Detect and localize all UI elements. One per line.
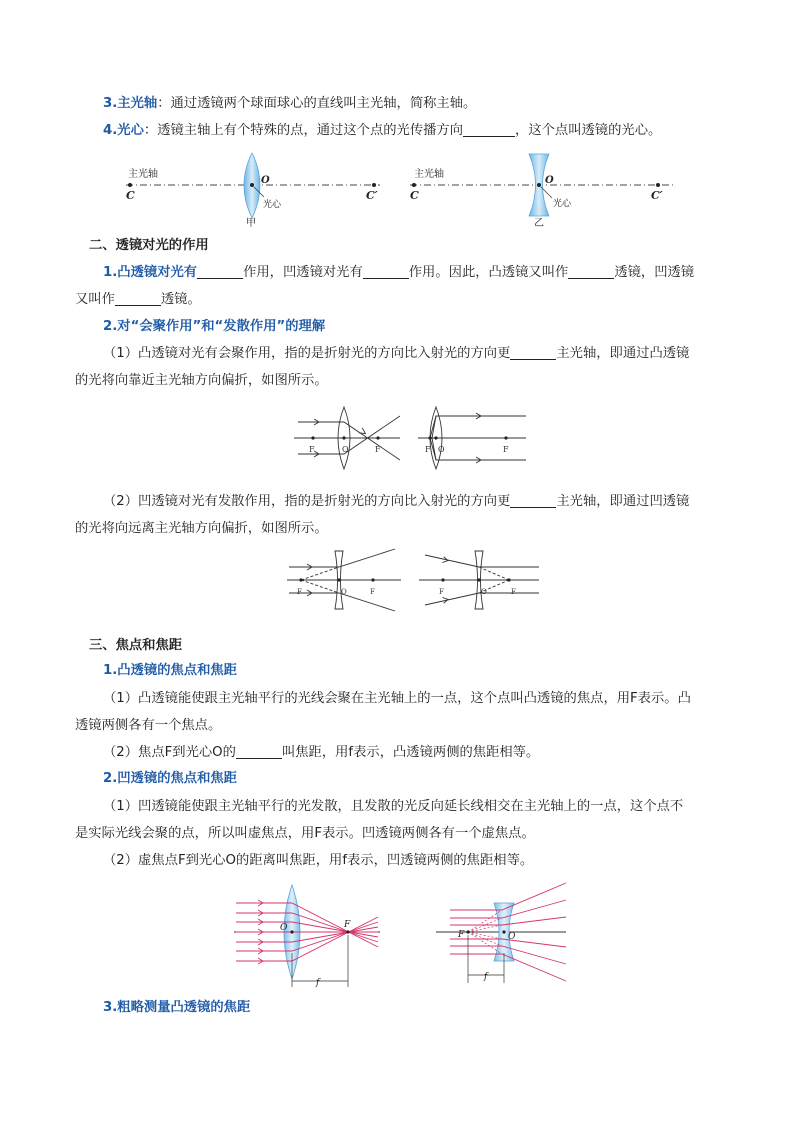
s3-sub2-heading: 2.凹透镜的焦点和焦距 [103,771,237,786]
s2-p1-c: 作用。因此，凸透镜又叫作 [408,265,569,280]
section-2-heading: 二、透镜对光的作用 [89,238,209,253]
s2-div-line1 [103,492,689,512]
f-label-5: F [297,588,302,596]
concave-diverging-figure [283,545,543,615]
s2-p1-f: 透镜。 [160,292,201,307]
s3-p2-b: 叫焦距，用f表示，凸透镜两侧的焦距相等。 [281,745,540,760]
o-label-concave: O [508,932,516,942]
section-3-heading: 三、焦点和焦距 [89,638,183,653]
f-label-7: F [439,588,444,596]
caption-left: 甲 [246,218,256,229]
s2-conv-b: 主光轴，即通过凸透镜 [556,346,690,361]
s2-div-a: （2）凹透镜对光有发散作用，指的是折射光的方向比入射光的方向更 [103,494,511,509]
s2-p1-e: 又叫作 [75,292,115,307]
s3-sub1-heading: 1.凸透镜的焦点和焦距 [103,663,237,678]
o-label-3: O [341,588,347,596]
f-label-8: F [511,588,516,596]
convex-axis-diagram [126,153,380,229]
o-label-right: O [545,175,554,186]
center-label-right: 光心 [553,199,572,209]
blank-distance [236,744,282,759]
f-label-2: F [375,445,381,454]
o-label-4: O [481,588,487,596]
c-label-right: C [410,189,419,202]
item-3-text: ：通过透镜两个球面球心的直线叫主光轴，简称主轴。 [157,96,477,111]
o-label-convex: O [280,923,288,933]
convex-focus-diagram [234,885,380,988]
blank-convex-name [568,264,614,279]
blank-converge [197,264,243,279]
s2-conv-line1 [103,344,689,364]
item-3 [103,94,476,114]
o-label-2: O [438,445,445,454]
f-label-3: F [425,445,431,454]
s2-p1-d: 透镜，凹透镜 [614,265,695,280]
item-4-label: 4.光心 [103,123,144,138]
concave-axis-diagram [410,154,674,229]
s3-p3-line2: 是实际光线会聚的点，所以叫虚焦点，用F表示。凹透镜两侧各有一个虚焦点。 [75,826,535,841]
concave-focus-diagram [436,883,566,983]
item-3-label: 3.主光轴 [103,96,158,111]
caption-right: 乙 [534,218,544,229]
s2-p1-line1 [103,263,694,283]
f-label-1: F [309,445,315,454]
item-4 [103,121,661,141]
s2-sub2-heading: 2.对“会聚作用”和“发散作用”的理解 [103,319,326,334]
s3-p4: （2）虚焦点F到光心O的距离叫焦距，用f表示，凹透镜两侧的焦距相等。 [103,853,534,868]
f-len-convex: f [316,978,320,988]
axis-label-left: 主光轴 [128,169,158,180]
o-label-1: O [342,445,349,454]
s3-p1-line2: 透镜两侧各有一个焦点。 [75,718,222,733]
item-4-text-b: ，这个点叫透镜的光心。 [515,123,662,138]
principal-axis-figure [118,150,688,230]
convex-converging-figure [290,402,530,472]
s2-conv-a: （1）凸透镜对光有会聚作用，指的是折射光的方向比入射光的方向更 [103,346,511,361]
s3-p2-a: （2）焦点F到光心O的 [103,745,236,760]
s2-p1-line2 [75,290,201,310]
s2-p1-a: 1.凸透镜对光有 [103,265,198,280]
s3-p3-line1: （1）凹透镜能使跟主光轴平行的光发散，且发散的光反向延长线相交在主光轴上的一点，这个点不 [103,799,684,814]
o-label-left: O [261,175,270,186]
f-len-concave: f [484,972,488,982]
s2-div-b: 主光轴，即通过凹透镜 [556,494,690,509]
blank-concave-name [115,291,161,306]
blank-closer [510,345,556,360]
s2-p1-b: 作用，凹透镜对光有 [243,265,363,280]
blank-farther [510,493,556,508]
blank-4 [463,122,515,137]
c-label-left: C [126,189,135,202]
s3-p1-line1: （1）凸透镜能使跟主光轴平行的光线会聚在主光轴上的一点，这个点叫凸透镜的焦点，用F表示。凸 [103,691,691,706]
s3-p2 [103,743,539,763]
item-4-text-a: ：透镜主轴上有个特殊的点，通过这个点的光传播方向 [143,123,464,138]
center-label-left: 光心 [263,200,282,210]
s2-div-line2: 的光将向远离主光轴方向偏折，如图所示。 [75,521,328,536]
f-point-concave: F [458,930,465,940]
s2-conv-line2: 的光将向靠近主光轴方向偏折，如图所示。 [75,373,328,388]
s3-sub3-heading: 3.粗略测量凸透镜的焦距 [103,1000,251,1015]
focal-length-figure [230,875,570,995]
f-point-convex: F [344,920,351,930]
c-prime-label-left: C′ [366,189,378,202]
c-prime-label-right: C′ [651,189,663,202]
f-label-6: F [370,588,375,596]
f-label-4: F [503,445,509,454]
axis-label-right: 主光轴 [414,169,444,180]
blank-diverge [363,264,409,279]
